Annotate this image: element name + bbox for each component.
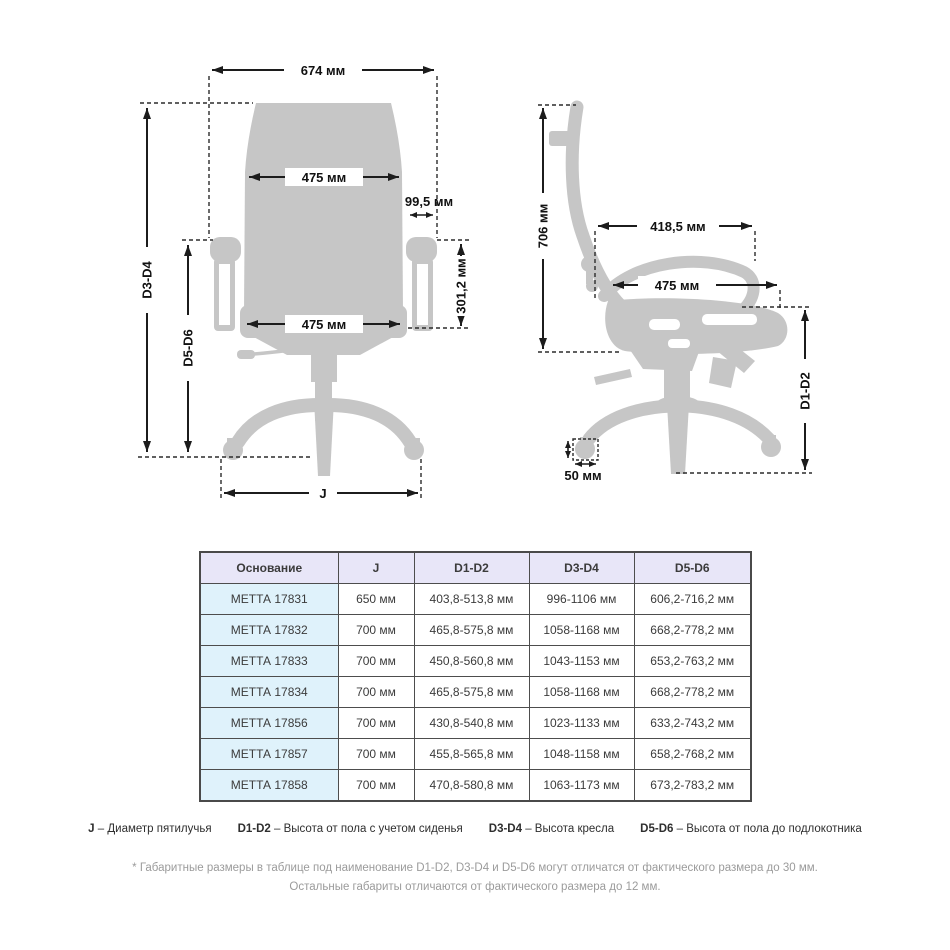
value-cell: 668,2-778,2 мм	[634, 677, 751, 708]
value-cell: 1048-1158 мм	[529, 739, 634, 770]
chair-front-silhouette	[210, 103, 437, 476]
table-row	[200, 615, 751, 646]
legend-term: D3-D4	[488, 823, 522, 835]
value-cell: 650 мм	[338, 584, 414, 615]
value-cell: 1063-1173 мм	[529, 770, 634, 802]
value-cell: 606,2-716,2 мм	[634, 584, 751, 615]
value-cell: 700 мм	[338, 739, 414, 770]
column-header-j: J	[338, 552, 414, 584]
legend-desc: – Диаметр пятилучья	[97, 823, 212, 835]
legend-desc: – Высота от пола до подлокотника	[676, 823, 862, 835]
value-cell: 1023-1133 мм	[529, 708, 634, 739]
value-cell: 1058-1168 мм	[529, 615, 634, 646]
value-cell: 465,8-575,8 мм	[414, 677, 529, 708]
model-name-cell: МЕТТА 17858	[200, 770, 338, 802]
value-cell: 1043-1153 мм	[529, 646, 634, 677]
legend-term: D1-D2	[237, 823, 271, 835]
legend-item	[238, 823, 463, 835]
legend-item	[489, 823, 614, 835]
dim-label-d1d2: D1-D2	[797, 372, 813, 410]
column-header-d3d4: D3-D4	[529, 552, 634, 584]
dim-label-seat-depth: 475 мм	[654, 278, 700, 293]
value-cell: 700 мм	[338, 770, 414, 802]
value-cell: 430,8-540,8 мм	[414, 708, 529, 739]
dim-label-armrest-offset: 99,5 мм	[404, 194, 454, 209]
model-name-cell: МЕТТА 17831	[200, 584, 338, 615]
footnote-line-1: * Габаритные размеры в таблице под наименование D1-D2, D3-D4 и D5-D6 могут отличатся от фактического размера до 30 мм.	[132, 862, 818, 874]
legend-term: J	[88, 823, 95, 835]
dim-label-caster-size: 50 мм	[564, 468, 602, 483]
footnote	[0, 859, 950, 897]
column-header-d1d2: D1-D2	[414, 552, 529, 584]
model-name-cell: МЕТТА 17832	[200, 615, 338, 646]
value-cell: 996-1106 мм	[529, 584, 634, 615]
value-cell: 673,2-783,2 мм	[634, 770, 751, 802]
value-cell: 470,8-580,8 мм	[414, 770, 529, 802]
table-header-row	[200, 552, 751, 584]
value-cell: 653,2-763,2 мм	[634, 646, 751, 677]
value-cell: 403,8-513,8 мм	[414, 584, 529, 615]
model-name-cell: МЕТТА 17857	[200, 739, 338, 770]
chair-side-view	[534, 105, 814, 483]
model-name-cell: МЕТТА 17833	[200, 646, 338, 677]
footnote-line-2: Остальные габариты отличаются от фактического размера до 12 мм.	[289, 881, 661, 893]
column-header-base: Основание	[200, 552, 338, 584]
value-cell: 700 мм	[338, 677, 414, 708]
dim-label-d3d4: D3-D4	[139, 261, 155, 299]
dimensions-table	[199, 551, 752, 802]
value-cell: 700 мм	[338, 708, 414, 739]
dim-label-seat-width: 475 мм	[301, 317, 347, 332]
legend-item	[88, 823, 211, 835]
value-cell: 633,2-743,2 мм	[634, 708, 751, 739]
legend-desc: – Высота кресла	[525, 823, 615, 835]
table-row	[200, 708, 751, 739]
value-cell: 700 мм	[338, 646, 414, 677]
table-row	[200, 677, 751, 708]
dim-label-base-diameter: J	[319, 486, 327, 501]
dimensions-table-wrap	[199, 551, 750, 802]
value-cell: 450,8-560,8 мм	[414, 646, 529, 677]
model-name-cell: МЕТТА 17856	[200, 708, 338, 739]
value-cell: 668,2-778,2 мм	[634, 615, 751, 646]
legend-desc: – Высота от пола с учетом сиденья	[274, 823, 463, 835]
table-row	[200, 739, 751, 770]
chair-front-view	[138, 61, 470, 501]
legend-item	[640, 823, 862, 835]
legend-term: D5-D6	[640, 823, 674, 835]
dim-label-overall-width: 674 мм	[300, 63, 346, 78]
dim-label-back-height: 706 мм	[535, 203, 551, 249]
table-row	[200, 584, 751, 615]
legend	[0, 823, 950, 835]
value-cell: 465,8-575,8 мм	[414, 615, 529, 646]
model-name-cell: МЕТТА 17834	[200, 677, 338, 708]
value-cell: 455,8-565,8 мм	[414, 739, 529, 770]
value-cell: 1058-1168 мм	[529, 677, 634, 708]
column-header-d5d6: D5-D6	[634, 552, 751, 584]
value-cell: 700 мм	[338, 615, 414, 646]
table-row	[200, 770, 751, 802]
dim-label-backrest-width: 475 мм	[301, 170, 347, 185]
table-row	[200, 646, 751, 677]
dim-label-d5d6: D5-D6	[180, 329, 196, 367]
value-cell: 658,2-768,2 мм	[634, 739, 751, 770]
dim-label-armrest-height: 301,2 мм	[453, 258, 469, 314]
dim-label-armrest-depth: 418,5 мм	[650, 219, 706, 234]
